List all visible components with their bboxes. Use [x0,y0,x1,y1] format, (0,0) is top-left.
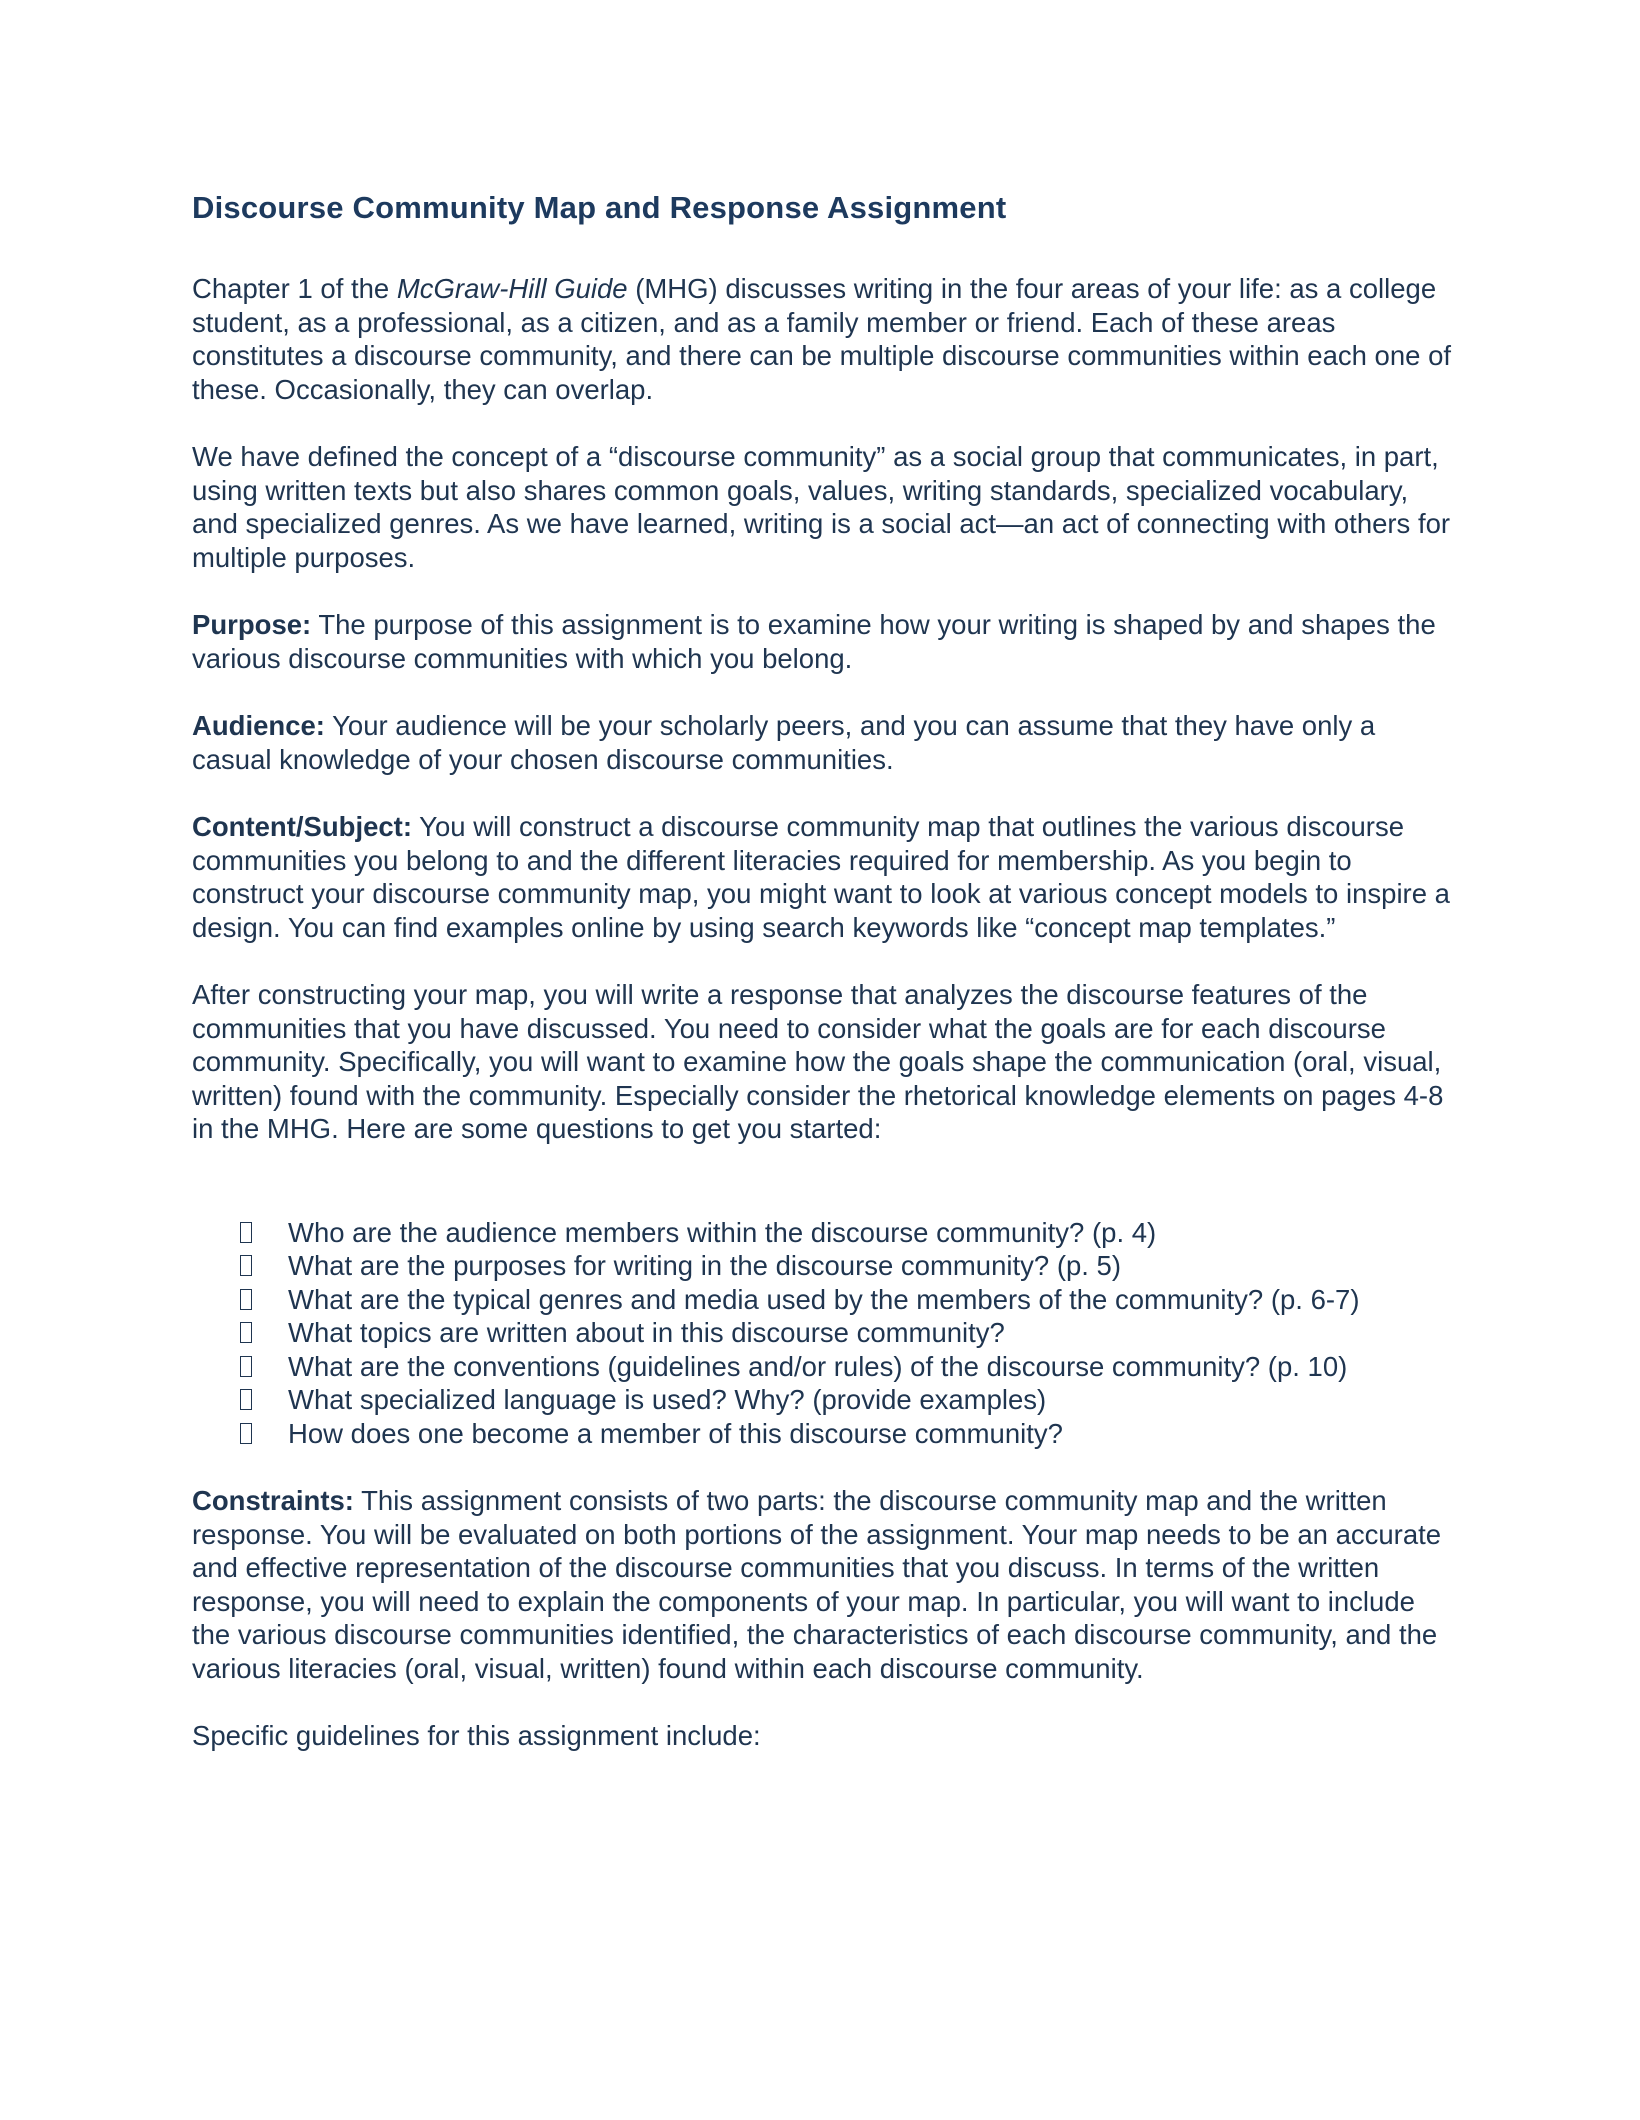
question-text: What are the purposes for writing in the discourse community? (p. 5) [288,1250,1122,1281]
intro-text-start: Chapter 1 of the [192,273,397,304]
questions-list [192,1216,1457,1451]
audience-text: Your audience will be your scholarly peers, and you can assume that they have only a casual knowledge of your chosen discourse communities. [192,710,1376,775]
checkbox-glyph-icon [240,1222,252,1243]
content-paragraph [192,810,1457,944]
list-item [240,1283,1457,1317]
content-label: Content/Subject: [192,811,412,842]
question-text: What are the typical genres and media used by the members of the community? (p. 6-7) [288,1283,1360,1315]
list-item [240,1350,1457,1384]
intro-text-end: (MHG) discusses writing in the four areas of your life: as a college student, as a professional, as a citizen, and as a family member or friend. Each of these areas constitutes a discourse community, and there can be multiple discourse communities within each one of these. Occasionally, they can overlap. [192,273,1452,405]
checkbox-glyph-icon [240,1423,252,1444]
list-item [240,1417,1457,1451]
checkbox-glyph-icon [240,1389,252,1410]
guidelines-intro: Specific guidelines for this assignment include: [192,1720,761,1751]
question-text: Who are the audience members within the discourse community? (p. 4) [288,1216,1157,1248]
intro-paragraph [192,272,1457,406]
purpose-paragraph [192,608,1457,675]
checkbox-glyph-icon [240,1289,252,1310]
document-title: Discourse Community Map and Response Assignment [192,190,1007,225]
constraints-label: Constraints: [192,1485,354,1516]
question-text: What topics are written about in this discourse community? [288,1317,1005,1348]
checkbox-glyph-icon [240,1356,252,1377]
checkbox-glyph-icon [240,1322,252,1343]
question-text: What specialized language is used? Why? (provide examples) [288,1384,1047,1415]
constraints-text: This assignment consists of two parts: the discourse community map and the written response. You will be evaluated on both portions of the assignment. Your map needs to be an accurate and effective representation of the discourse communities that you discuss. In terms of the written response, you will need to explain the components of your map. In particular, you will want to include the various discourse communities identified, the characteristics of each discourse community, and the various literacies (oral, visual, written) found within each discourse community. [192,1485,1442,1684]
question-text: How does one become a member of this discourse community? [288,1417,1063,1449]
list-item [240,1316,1457,1350]
document-page [192,190,1457,1787]
list-item [240,1216,1457,1250]
audience-label: Audience: [192,710,325,741]
list-item [240,1249,1457,1283]
content-text: You will construct a discourse community map that outlines the various discourse communities you belong to and the different literacies required for membership. As you begin to construct your discourse community map, you might want to look at various concept models to inspire a design. You can find examples online by using search keywords like “concept map templates.” [192,811,1450,943]
audience-paragraph [192,709,1457,776]
question-text: What are the conventions (guidelines and/or rules) of the discourse community? (p. 10) [288,1350,1348,1382]
definition-paragraph: We have defined the concept of a “discourse community” as a social group that communicates, in part, using written texts but also shares common goals, values, writing standards, specialized vocabulary, and specialized genres. As we have learned, writing is a social act—an act of connecting with others for multiple purposes. [192,441,1451,573]
book-title: McGraw-Hill Guide [396,273,628,304]
response-paragraph: After constructing your map, you will write a response that analyzes the discourse features of the communities that you have discussed. You need to consider what the goals are for each discourse community. Specifically, you will want to examine how the goals shape the communication (oral, visual, written) found with the community. Especially consider the rhetorical knowledge elements on pages 4-8 in the MHG. Here are some questions to get you started: [192,979,1444,1144]
list-item [240,1383,1457,1417]
checkbox-glyph-icon [240,1255,252,1276]
purpose-label: Purpose: [192,609,312,640]
constraints-paragraph [192,1484,1457,1685]
purpose-text: The purpose of this assignment is to examine how your writing is shaped by and shapes the various discourse communities with which you belong. [192,609,1436,674]
